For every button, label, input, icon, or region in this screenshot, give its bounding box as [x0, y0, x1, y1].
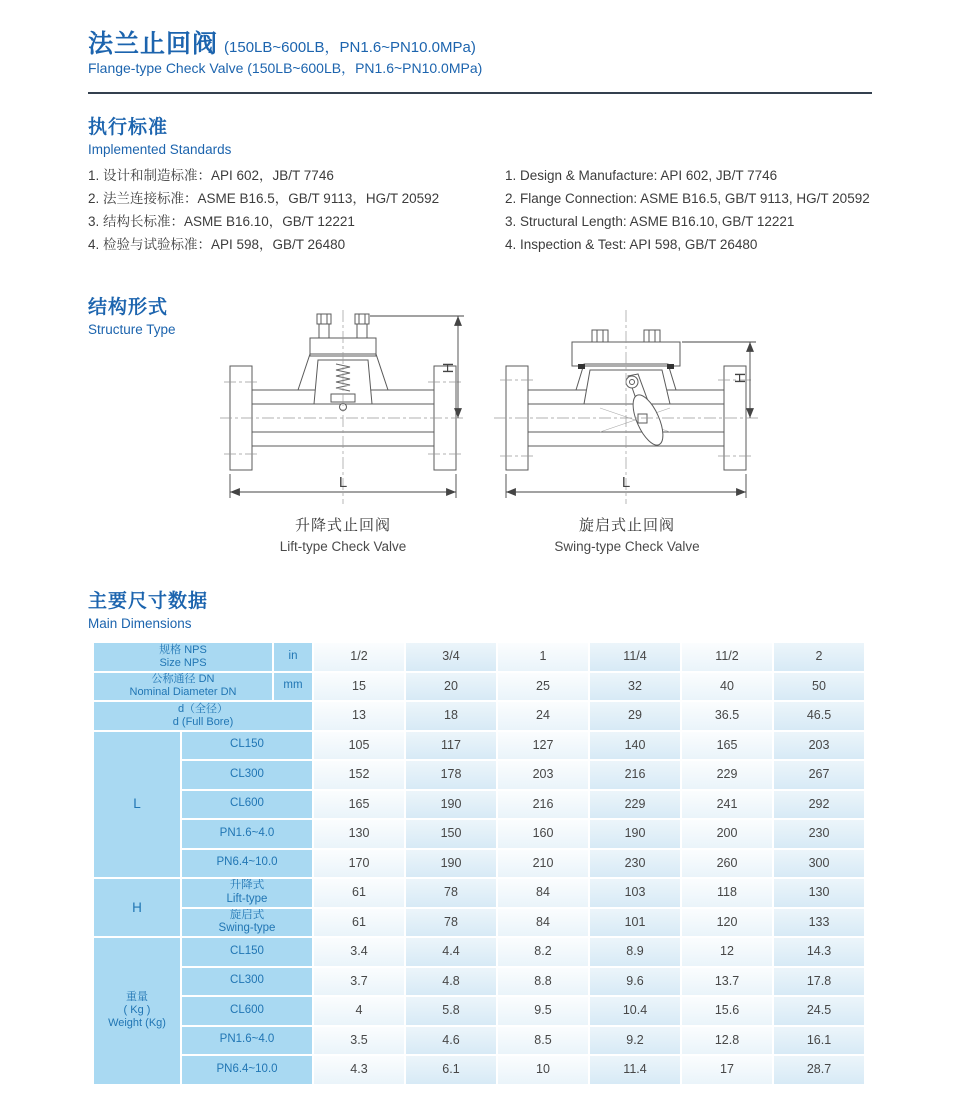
dim-value-cell: 203 — [497, 760, 589, 790]
standards-item: 3. Structural Length: ASME B16.10, GB/T 12221 — [505, 214, 795, 229]
section-dimensions-heading — [88, 586, 208, 631]
structure-heading-en: Structure Type — [88, 322, 176, 337]
dim-value-cell: 78 — [405, 878, 497, 908]
dim-value-cell: 3.7 — [313, 967, 405, 997]
dim-value-cell: 241 — [681, 790, 773, 820]
dim-value-cell: 118 — [681, 878, 773, 908]
table-row — [93, 996, 865, 1026]
dim-value-cell: 190 — [405, 790, 497, 820]
dim-value-cell: 260 — [681, 849, 773, 879]
dim-label-cell: PN1.6~4.0 — [181, 819, 313, 849]
dim-value-cell: 130 — [313, 819, 405, 849]
dim-value-cell: 152 — [313, 760, 405, 790]
dimensions-heading-zh: 主要尺寸数据 — [88, 591, 209, 612]
dim-value-cell: 229 — [589, 790, 681, 820]
dim-value-cell: 133 — [773, 908, 865, 938]
dim-label-cell: 重量 ( Kg ) Weight (Kg) — [93, 937, 181, 1085]
dim-label-cell: CL150 — [181, 731, 313, 761]
dim-value-cell: 105 — [313, 731, 405, 761]
dim-label-cell: 规格 NPS Size NPS — [93, 642, 273, 672]
standards-item: 4. Inspection & Test: API 598, GB/T 26480 — [505, 237, 758, 252]
page-title-spec: (150LB~600LB，PN1.6~PN10.0MPa) — [224, 39, 476, 56]
dim-h-label: H — [440, 362, 457, 374]
dim-value-cell: 13 — [313, 701, 405, 731]
lift-valve-drawing — [218, 308, 468, 554]
dim-value-cell: 11/2 — [681, 642, 773, 672]
dim-value-cell: 117 — [405, 731, 497, 761]
dim-value-cell: 140 — [589, 731, 681, 761]
lift-valve-diagram — [218, 308, 468, 508]
dim-value-cell: 6.1 — [405, 1055, 497, 1085]
swing-valve-drawing — [492, 308, 762, 554]
section-structure-heading — [88, 292, 176, 337]
dim-l-label: L — [338, 474, 348, 491]
dim-value-cell: 4.4 — [405, 937, 497, 967]
standards-item: 1. Design & Manufacture: API 602, JB/T 7746 — [505, 168, 778, 183]
dimensions-table-wrap — [92, 641, 866, 1086]
dim-label-cell: CL600 — [181, 790, 313, 820]
dim-value-cell: 17 — [681, 1055, 773, 1085]
dim-value-cell: 4 — [313, 996, 405, 1026]
table-row — [93, 701, 865, 731]
dim-value-cell: 150 — [405, 819, 497, 849]
dim-value-cell: 8.9 — [589, 937, 681, 967]
dim-value-cell: 3/4 — [405, 642, 497, 672]
dim-value-cell: 78 — [405, 908, 497, 938]
dim-value-cell: 130 — [773, 878, 865, 908]
dim-value-cell: 230 — [589, 849, 681, 879]
dim-value-cell: 9.2 — [589, 1026, 681, 1056]
dim-value-cell: 14.3 — [773, 937, 865, 967]
standards-item: 4. 检验与试验标准：API 598，GB/T 26480 — [88, 237, 346, 252]
dim-value-cell: 4.8 — [405, 967, 497, 997]
title-divider — [88, 92, 872, 94]
dim-value-cell: 61 — [313, 878, 405, 908]
table-row — [93, 672, 865, 702]
dim-value-cell: 10 — [497, 1055, 589, 1085]
dim-label-cell: mm — [273, 672, 313, 702]
dim-value-cell: 16.1 — [773, 1026, 865, 1056]
table-row — [93, 760, 865, 790]
dim-label-cell: 升降式 Lift-type — [181, 878, 313, 908]
dim-value-cell: 28.7 — [773, 1055, 865, 1085]
dim-value-cell: 229 — [681, 760, 773, 790]
dim-value-cell: 9.6 — [589, 967, 681, 997]
standards-item: 2. Flange Connection: ASME B16.5, GB/T 9113, HG/T 20592 — [505, 191, 870, 206]
dim-value-cell: 203 — [773, 731, 865, 761]
dim-value-cell: 127 — [497, 731, 589, 761]
dimensions-table — [92, 641, 866, 1086]
dim-value-cell: 292 — [773, 790, 865, 820]
dim-value-cell: 40 — [681, 672, 773, 702]
table-row — [93, 849, 865, 879]
page-title-zh: 法兰止回阀 — [88, 30, 219, 58]
dim-value-cell: 32 — [589, 672, 681, 702]
standards-item: 2. 法兰连接标准：ASME B16.5，GB/T 9113，HG/T 20592 — [88, 191, 440, 206]
dim-value-cell: 20 — [405, 672, 497, 702]
dim-value-cell: 12 — [681, 937, 773, 967]
dim-value-cell: 4.3 — [313, 1055, 405, 1085]
dim-value-cell: 165 — [681, 731, 773, 761]
dim-label-cell: L — [93, 731, 181, 879]
dim-value-cell: 13.7 — [681, 967, 773, 997]
lift-caption-zh: 升降式止回阀 — [294, 517, 391, 534]
dim-value-cell: 1 — [497, 642, 589, 672]
swing-caption-en: Swing-type Check Valve — [554, 539, 700, 554]
dim-value-cell: 300 — [773, 849, 865, 879]
table-row — [93, 731, 865, 761]
table-row — [93, 1055, 865, 1085]
dim-value-cell: 15.6 — [681, 996, 773, 1026]
dim-h-label: H — [732, 372, 749, 384]
dim-value-cell: 210 — [497, 849, 589, 879]
standards-heading-zh: 执行标准 — [88, 117, 169, 138]
dim-label-cell: in — [273, 642, 313, 672]
dim-value-cell: 12.8 — [681, 1026, 773, 1056]
dim-value-cell: 216 — [589, 760, 681, 790]
standards-heading-en: Implemented Standards — [88, 142, 232, 157]
dim-value-cell: 17.8 — [773, 967, 865, 997]
structure-heading-zh: 结构形式 — [88, 297, 169, 318]
dim-label-cell: 旋启式 Swing-type — [181, 908, 313, 938]
dim-value-cell: 3.5 — [313, 1026, 405, 1056]
dim-value-cell: 178 — [405, 760, 497, 790]
dim-value-cell: 8.5 — [497, 1026, 589, 1056]
dim-value-cell: 160 — [497, 819, 589, 849]
dim-l-label: L — [621, 474, 631, 491]
dim-value-cell: 190 — [405, 849, 497, 879]
table-row — [93, 642, 865, 672]
table-row — [93, 908, 865, 938]
dim-value-cell: 84 — [497, 908, 589, 938]
dim-value-cell: 29 — [589, 701, 681, 731]
page-title-en: Flange-type Check Valve (150LB~600LB，PN1.6~PN10.0MPa) — [88, 60, 483, 76]
dim-value-cell: 101 — [589, 908, 681, 938]
dim-value-cell: 200 — [681, 819, 773, 849]
dim-value-cell: 2 — [773, 642, 865, 672]
dim-value-cell: 165 — [313, 790, 405, 820]
table-row — [93, 878, 865, 908]
dim-value-cell: 25 — [497, 672, 589, 702]
dim-value-cell: 61 — [313, 908, 405, 938]
dim-value-cell: 50 — [773, 672, 865, 702]
dim-label-cell: PN6.4~10.0 — [181, 849, 313, 879]
dim-value-cell: 11.4 — [589, 1055, 681, 1085]
dim-label-cell: CL600 — [181, 996, 313, 1026]
dim-value-cell: 120 — [681, 908, 773, 938]
dim-label-cell: 公称通径 DN Nominal Diameter DN — [93, 672, 273, 702]
lift-caption-en: Lift-type Check Valve — [279, 539, 407, 554]
dim-value-cell: 36.5 — [681, 701, 773, 731]
dim-value-cell: 170 — [313, 849, 405, 879]
standards-list-zh — [88, 164, 439, 256]
dim-value-cell: 8.8 — [497, 967, 589, 997]
dim-value-cell: 84 — [497, 878, 589, 908]
standards-list-en — [505, 164, 870, 256]
dim-value-cell: 46.5 — [773, 701, 865, 731]
standards-item: 3. 结构长标准：ASME B16.10，GB/T 12221 — [88, 214, 355, 229]
dim-value-cell: 24.5 — [773, 996, 865, 1026]
dim-value-cell: 11/4 — [589, 642, 681, 672]
page-title — [88, 24, 888, 60]
dim-value-cell: 216 — [497, 790, 589, 820]
dim-label-cell: CL300 — [181, 760, 313, 790]
table-row — [93, 1026, 865, 1056]
dim-label-cell: PN6.4~10.0 — [181, 1055, 313, 1085]
standards-item: 1. 设计和制造标准：API 602，JB/T 7746 — [88, 168, 334, 183]
dim-value-cell: 1/2 — [313, 642, 405, 672]
dim-value-cell: 10.4 — [589, 996, 681, 1026]
dim-label-cell: PN1.6~4.0 — [181, 1026, 313, 1056]
dim-value-cell: 103 — [589, 878, 681, 908]
dim-value-cell: 5.8 — [405, 996, 497, 1026]
dim-value-cell: 190 — [589, 819, 681, 849]
dim-label-cell: d（全径） d (Full Bore) — [93, 701, 313, 731]
section-standards-heading — [88, 112, 231, 157]
table-row — [93, 937, 865, 967]
dim-label-cell: CL300 — [181, 967, 313, 997]
dim-value-cell: 3.4 — [313, 937, 405, 967]
swing-valve-diagram — [492, 308, 762, 508]
swing-caption-zh: 旋启式止回阀 — [578, 517, 675, 534]
table-row — [93, 819, 865, 849]
dim-label-cell: CL150 — [181, 937, 313, 967]
table-row — [93, 790, 865, 820]
dim-value-cell: 18 — [405, 701, 497, 731]
dim-value-cell: 15 — [313, 672, 405, 702]
dim-value-cell: 8.2 — [497, 937, 589, 967]
table-row — [93, 967, 865, 997]
dimensions-heading-en: Main Dimensions — [88, 616, 192, 631]
dim-value-cell: 267 — [773, 760, 865, 790]
dim-label-cell: H — [93, 878, 181, 937]
dim-value-cell: 4.6 — [405, 1026, 497, 1056]
dim-value-cell: 230 — [773, 819, 865, 849]
dim-value-cell: 9.5 — [497, 996, 589, 1026]
dim-value-cell: 24 — [497, 701, 589, 731]
